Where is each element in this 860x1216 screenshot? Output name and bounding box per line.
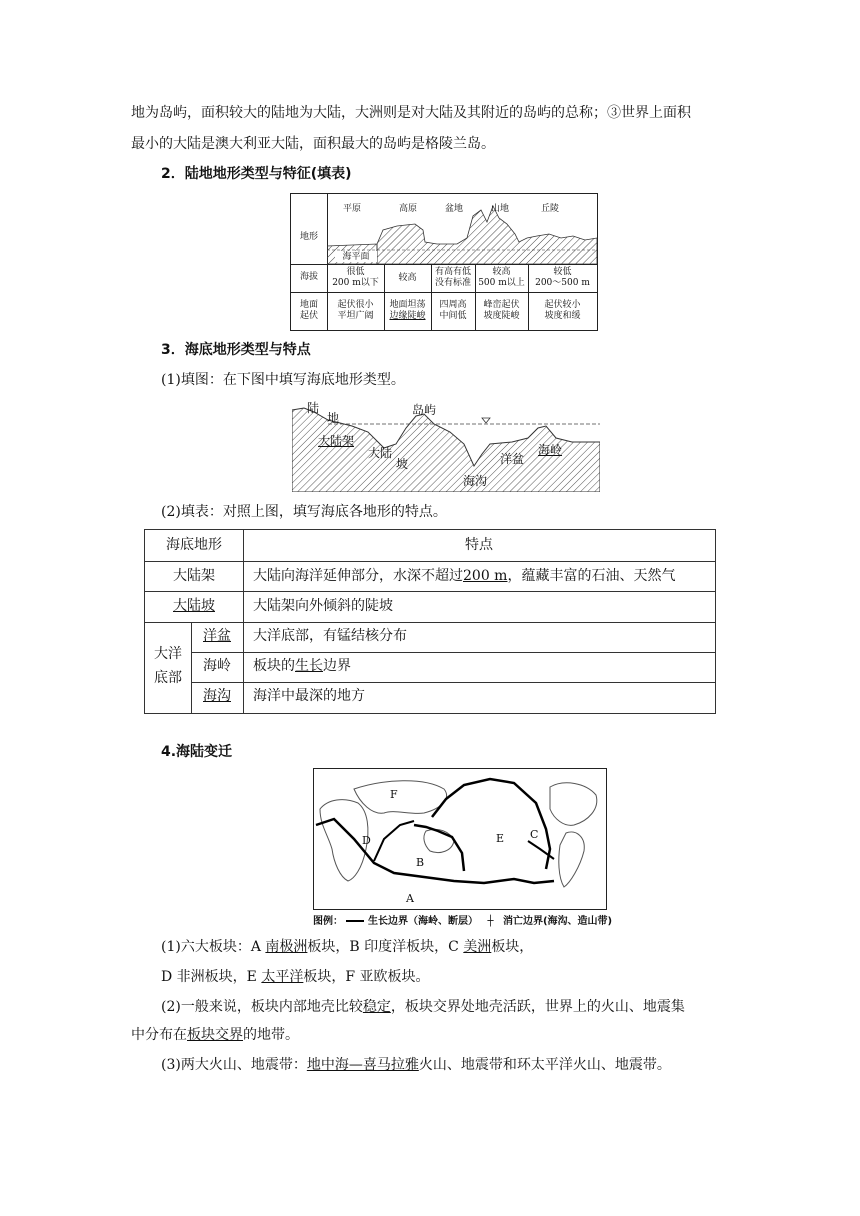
row-label-relief-2: 起伏 [299,311,318,321]
section4-p4: 中分布在板块交界的地带。 [131,1027,299,1043]
altitude-plateau: 较高 [398,273,417,283]
shelf-name: 大陆架 [173,568,215,584]
label-ridge: 海岭 [538,443,563,457]
row-label-altitude: 海拔 [299,272,318,282]
shelf-feature: 大陆向海洋延伸部分，水深不超过200 m，蕴藏丰富的石油、天然气 [253,568,676,584]
section4-p1: (1)六大板块：A 南极洲板块，B 印度洋板块，C 美洲板块， [161,939,534,955]
trench-feature: 海洋中最深的地方 [253,688,365,704]
para1-line2: 最小的大陆是澳大利亚大陆，面积最大的岛屿是格陵兰岛。 [131,136,495,152]
trench-name: 海沟 [203,688,231,704]
basin-name: 洋盆 [203,628,231,644]
basin-feature: 大洋底部，有锰结核分布 [253,628,407,644]
type-plateau: 高原 [398,204,417,214]
slope-name: 大陆坡 [173,598,215,614]
slope-feature: 大陆架向外倾斜的陡坡 [253,598,393,614]
relief-hill: 起伏较小 坡度和缓 [544,300,581,321]
section4-title: 4.海陆变迁 [161,744,233,760]
type-basin: 盆地 [444,204,463,214]
label-slope-1: 大陆 [368,446,393,460]
section4-p2: D 非洲板块，E 太平洋板块，F 亚欧板块。 [161,969,430,985]
header-feature: 特点 [465,537,493,553]
type-hill: 丘陵 [540,204,559,214]
relief-basin: 四周高 中间低 [439,300,467,321]
ocean-bottom-2: 底部 [154,670,182,686]
plate-label-b: B [416,856,425,869]
type-plain: 平原 [342,204,361,214]
label-land-1: 陆 [307,401,320,415]
relief-mountain: 峰峦起伏 坡度陡峻 [483,300,520,321]
plate-label-a: A [406,892,414,905]
ocean-bottom-1: 大洋 [154,646,182,662]
section2-title: 2．陆地地形类型与特征(填表) [161,166,352,182]
relief-plateau: 地面坦荡 边缘陡峻 [389,300,426,321]
type-mountain: 山地 [490,204,509,214]
label-land-2: 地 [327,411,340,425]
label-island: 岛屿 [412,403,437,417]
plate-label-c: C [530,828,539,841]
section3-title: 3．海底地形类型与特点 [161,342,311,358]
header-type: 海底地形 [166,537,222,553]
subduction-boundary-icon: ┼ [487,916,494,927]
growth-boundary-icon [346,920,364,922]
seafloor-table [144,529,716,714]
section4-p3: (2)一般来说，板块内部地壳比较稳定，板块交界处地壳活跃，世界上的火山、地震集 [161,999,685,1015]
section3-q2: (2)填表：对照上图，填写海底各地形的特点。 [161,504,447,520]
row-label-relief-1: 地面 [299,300,318,310]
altitude-basin: 有高有低 没有标准 [434,267,471,288]
ridge-feature: 板块的生长边界 [253,658,351,674]
map-legend: 图例： 生长边界（海岭、断层） ┼ 消亡边界(海沟、造山带) [313,916,613,927]
altitude-hill: 较低 200～500 m [535,267,590,288]
altitude-mountain: 较高 500 m以上 [478,267,525,288]
label-shelf: 大陆架 [318,434,355,448]
row-label-terrain: 地形 [299,232,318,242]
plate-map [313,768,607,910]
plate-label-d: D [362,834,371,847]
label-trench: 海沟 [463,474,488,488]
plate-label-e: E [496,832,505,845]
sea-level-label: 海平面 [342,252,370,262]
label-basin: 洋盆 [500,452,525,466]
label-slope-2: 坡 [396,457,409,471]
ridge-name: 海岭 [203,658,231,674]
para1-line1: 地为岛屿，面积较大的陆地为大陆，大洲则是对大陆及其附近的岛屿的总称；③世界上面积 [131,105,691,121]
plate-map-drawing [314,769,605,908]
plate-label-f: F [390,788,398,801]
section4-p5: (3)两大火山、地震带：地中海—喜马拉雅火山、地震带和环太平洋火山、地震带。 [161,1057,671,1073]
altitude-plain: 很低 200 m以下 [332,267,379,288]
relief-plain: 起伏很小 平坦广阔 [337,300,374,321]
section3-q1: (1)填图：在下图中填写海底地形类型。 [161,372,405,388]
landform-table [290,193,598,331]
